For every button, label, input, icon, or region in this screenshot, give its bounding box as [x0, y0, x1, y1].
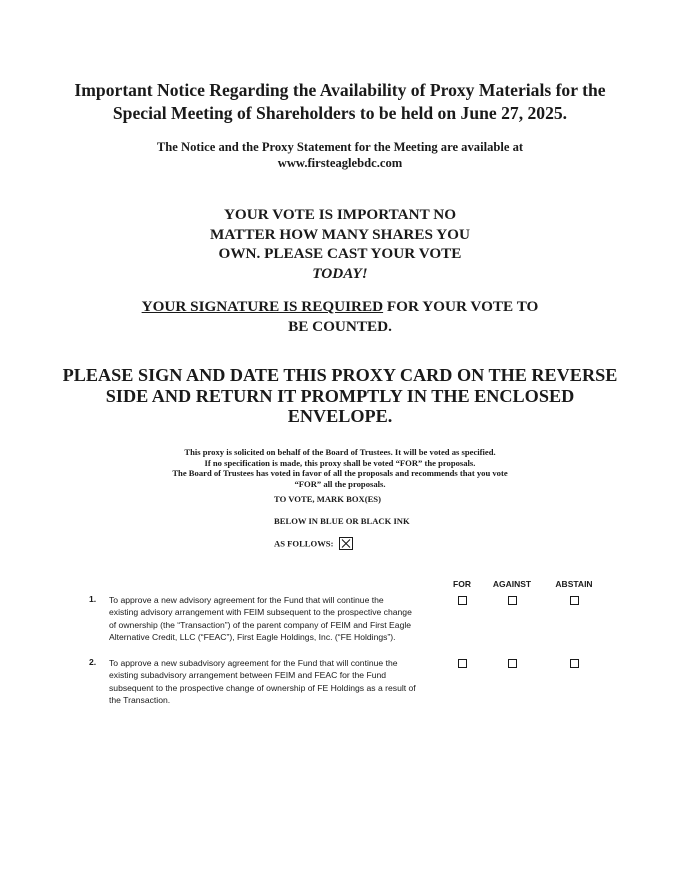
- column-against: AGAINST: [492, 579, 532, 589]
- proposal-2-number: 2.: [89, 657, 97, 667]
- proxy-info-line2: If no specification is made, this proxy shall be voted “FOR” the proposals.: [204, 457, 476, 468]
- website-url: www.firsteaglebdc.com: [277, 156, 403, 170]
- vote-important-line1: YOUR VOTE IS IMPORTANT NO: [223, 206, 457, 223]
- instruction-line1: TO VOTE, MARK BOX(ES): [274, 494, 381, 504]
- proxy-info-line4: “FOR” all the proposals.: [294, 478, 386, 489]
- signature-line1: [0, 297, 680, 317]
- column-for: FOR: [453, 579, 471, 589]
- proposal-1-for-checkbox[interactable]: [458, 596, 467, 605]
- proposal-2-against-checkbox[interactable]: [508, 659, 517, 668]
- example-marked-box-icon: [339, 537, 353, 550]
- proposal-2-line: To approve a new subadvisory agreement for the Fund that will continue the: [109, 658, 398, 668]
- instruction-line2: BELOW IN BLUE OR BLACK INK: [274, 516, 410, 526]
- vote-important-line3: OWN. PLEASE CAST YOUR VOTE: [218, 245, 462, 262]
- proposal-2-line: the Transaction.: [109, 694, 171, 705]
- proposal-2-abstain-checkbox[interactable]: [570, 659, 579, 668]
- notice-sub-line1: The Notice and the Proxy Statement for the Meeting are available at: [156, 140, 524, 154]
- proposal-1-line: Alternative Credit, LLC (“FEAC”), First Eagle Holdings, Inc. (“FE Holdings”).: [109, 631, 396, 642]
- proposal-1-line: of ownership (the “Transaction”) of the parent company of FEIM and First Eagle: [109, 619, 412, 630]
- sign-date-line2: SIDE AND RETURN IT PROMPTLY IN THE ENCLOSED: [105, 385, 575, 406]
- notice-title-line2: Special Meeting of Shareholders to be held on June 27, 2025.: [112, 103, 568, 123]
- vote-important-today: TODAY!: [312, 264, 368, 282]
- proposal-2-text: [109, 657, 445, 706]
- instruction-line3: [274, 538, 353, 551]
- proposal-2-line: subsequent to the prospective change of ownership of FE Holdings as a result of: [109, 682, 416, 693]
- proxy-info: [150, 447, 530, 489]
- proposal-1-against-checkbox[interactable]: [508, 596, 517, 605]
- sign-date-line1: PLEASE SIGN AND DATE THIS PROXY CARD ON THE REVERSE: [62, 365, 618, 385]
- signature-required-underlined: YOUR SIGNATURE IS REQUIRED: [141, 298, 384, 315]
- proposal-1-abstain-checkbox[interactable]: [570, 596, 579, 605]
- vote-important-block: [0, 205, 680, 283]
- column-abstain: ABSTAIN: [555, 579, 593, 589]
- proposal-1-number: 1.: [89, 594, 97, 604]
- proposal-2-line: existing subadvisory arrangement between FEIM and FEAC for the Fund: [109, 670, 387, 681]
- as-follows-label: AS FOLLOWS:: [274, 538, 334, 549]
- proxy-info-line3: The Board of Trustees has voted in favor of all the proposals and recommends that you vote: [172, 468, 508, 478]
- notice-title-line1: Important Notice Regarding the Availability of Proxy Materials for the: [74, 80, 606, 100]
- proposal-1-text: [109, 594, 445, 643]
- signature-required-rest: FOR YOUR VOTE TO: [383, 298, 539, 315]
- proposal-2-for-checkbox[interactable]: [458, 659, 467, 668]
- signature-required-block: [0, 297, 680, 336]
- notice-title: [0, 79, 680, 125]
- signature-line2: BE COUNTED.: [288, 317, 392, 335]
- proxy-info-line1: This proxy is solicited on behalf of the Board of Trustees. It will be voted as specified.: [184, 447, 496, 457]
- notice-subtitle: [0, 139, 680, 171]
- proposal-1-line: To approve a new advisory agreement for the Fund that will continue the: [109, 595, 384, 605]
- vote-important-line2: MATTER HOW MANY SHARES YOU: [210, 225, 470, 243]
- sign-and-date-block: [0, 365, 680, 427]
- sign-date-line3: ENVELOPE.: [287, 406, 393, 426]
- proposal-1-line: existing advisory arrangement with FEIM subsequent to the prospective change: [109, 607, 412, 618]
